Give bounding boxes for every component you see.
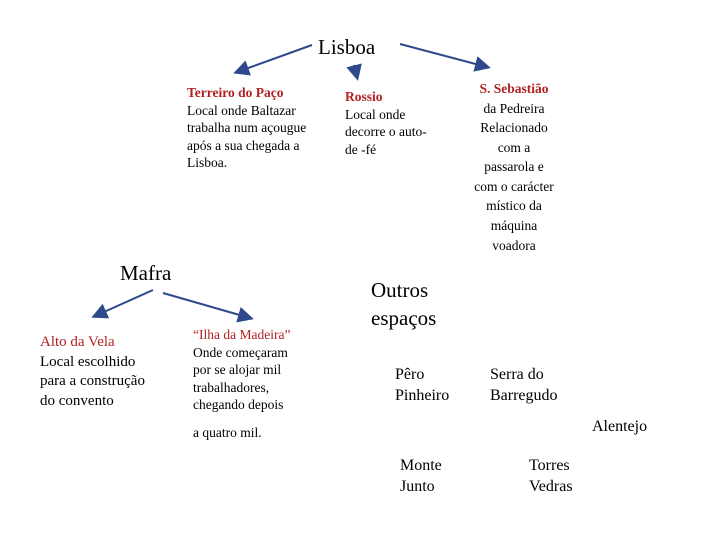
rossio-title: Rossio bbox=[345, 89, 383, 104]
arrow-mafra-ilha bbox=[163, 293, 250, 318]
arrow-lisboa-sebastiao bbox=[400, 44, 487, 67]
arrow-mafra-alto bbox=[95, 290, 153, 316]
terreiro-title: Terreiro do Paço bbox=[187, 85, 284, 100]
monte-junto-node: Monte Junto bbox=[400, 457, 442, 495]
alentejo-node: Alentejo bbox=[592, 418, 648, 435]
terreiro-body: Local onde Baltazar trabalha num açougue após a sua chegada a Lisboa. bbox=[187, 102, 307, 171]
sebastiao-body: da Pedreira Relacionado com a passarola e com o carácter místico da máquina voadora bbox=[474, 100, 554, 253]
ilha-tail: a quatro mil. bbox=[193, 424, 262, 440]
serra-barregudo-node: Serra do Barregudo bbox=[490, 366, 558, 404]
rossio-node bbox=[345, 88, 433, 158]
sebastiao-title: S. Sebastião bbox=[479, 81, 549, 96]
ilha-title: “Ilha da Madeira” bbox=[193, 327, 291, 342]
arrow-lisboa-terreiro bbox=[237, 45, 312, 72]
sebastiao-node bbox=[464, 79, 564, 255]
outros-espacos-node: Outros espaços bbox=[371, 278, 437, 331]
torres-vedras-node: Torres Vedras bbox=[529, 457, 573, 495]
pero-pinheiro-node: Pêro Pinheiro bbox=[395, 366, 450, 404]
mafra-node: Mafra bbox=[120, 261, 172, 285]
arrow-lisboa-rossio bbox=[354, 65, 357, 77]
alto-vela-node bbox=[40, 333, 152, 411]
rossio-body: Local onde decorre o auto- de -fé bbox=[345, 106, 427, 157]
alto-vela-body: Local escolhido para a construção do convento bbox=[40, 353, 145, 409]
alto-vela-title: Alto da Vela bbox=[40, 334, 115, 350]
lisboa-node: Lisboa bbox=[318, 35, 376, 59]
ilha-madeira-node bbox=[193, 326, 308, 441]
ilha-body: Onde começaram por se alojar mil trabalhadores, chegando depois bbox=[193, 344, 288, 413]
terreiro-node bbox=[187, 84, 327, 172]
